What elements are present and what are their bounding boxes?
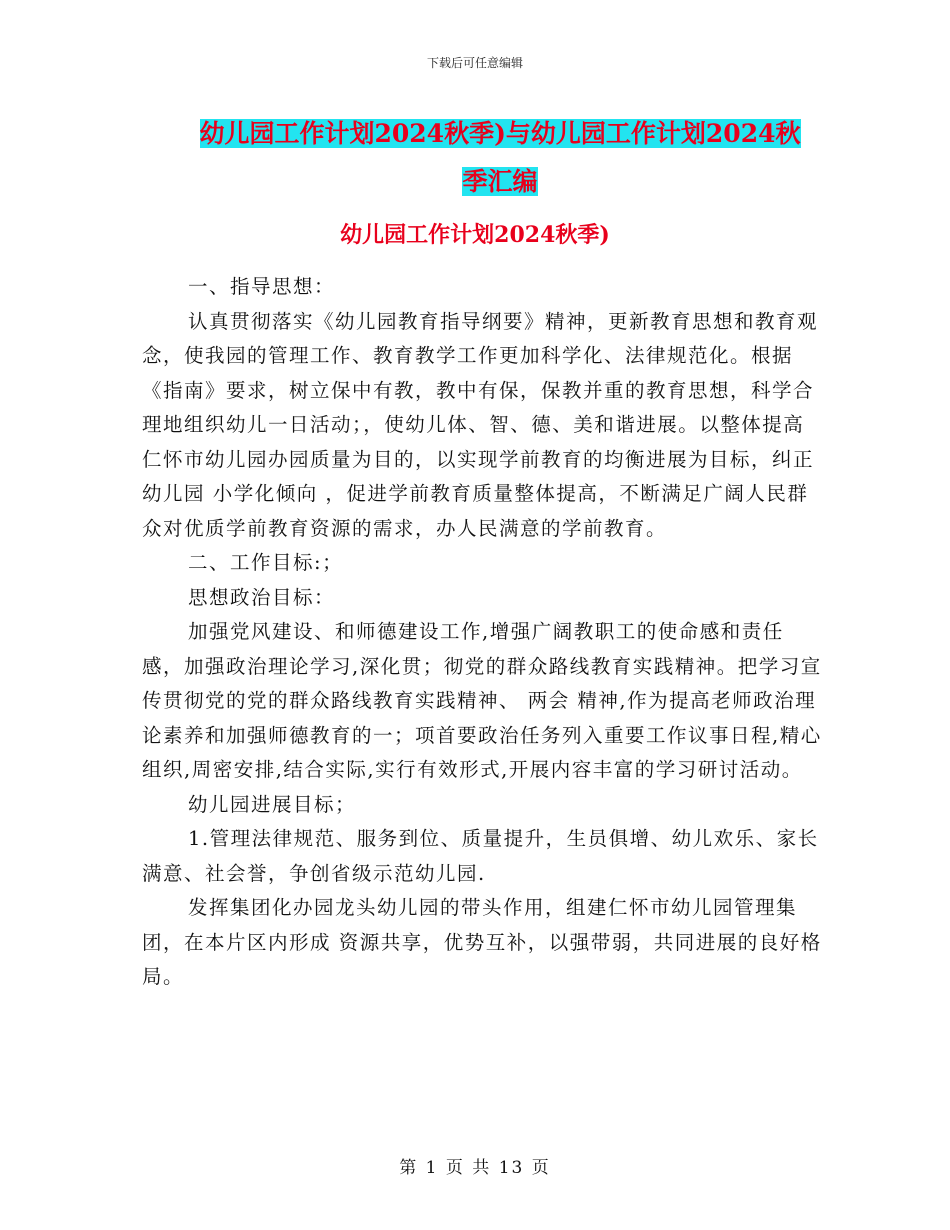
paragraph-guiding-thought: 认真贯彻落实《幼儿园教育指导纲要》精神，更新教育思想和教育观念，使我园的管理工作、教育教学工作更加科学化、法律规范化。根据《指南》要求，树立保中有教，教中有保，保教并重的教育思想，科学合理地组织幼儿一日活动；，使幼儿体、智、德、美和谐进展。以整体提高仁怀市幼儿园办园质量为目的，以实现学前教育的均衡进展为目标，纠正幼儿园 小学化倾向 ，促进学前教育质量整体提高，不断满足广阔人民群众对优质学前教育资源的需求，办人民满意的学前教育。 bbox=[142, 309, 819, 540]
heading-political-goals: 思想政治目标： bbox=[188, 585, 336, 609]
title-line-2: 季汇编 bbox=[462, 167, 538, 196]
paragraph-group-management: 发挥集团化办园龙头幼儿园的带头作用，组建仁怀市幼儿园管理集团，在本片区内形成 资源共享，优势互补，以强带弱，共同进展的良好格局。 bbox=[142, 896, 822, 988]
paragraph-political-goals: 加强党风建设、和师德建设工作,增强广阔教职工的使命感和责任感，加强政治理论学习,深化贯；彻党的群众路线教育实践精神。把学习宣传贯彻党的党的群众路线教育实践精神、 两会 精神,作为提高老师政治理论素养和加强师德教育的一；项首要政治任务列入重要工作议事日程,精心组织,周密安排,结合实际,实行有效形式,开展内容丰富的学习研讨活动。 bbox=[142, 620, 822, 781]
paragraph-goal-1: 1.管理法律规范、服务到位、质量提升，生员俱增、幼儿欢乐、家长满意、社会誉，争创省级示范幼儿园. bbox=[142, 827, 819, 885]
header-note: 下载后可任意编辑 bbox=[426, 56, 523, 70]
title-line-1: 幼儿园工作计划2024秋季)与幼儿园工作计划2024秋 bbox=[199, 119, 801, 148]
section-title: 幼儿园工作计划2024秋季) bbox=[340, 222, 610, 248]
page-footer: 第 1 页 共 13 页 bbox=[399, 1158, 551, 1178]
document-body bbox=[142, 270, 822, 995]
heading-work-goals: 二、工作目标:； bbox=[188, 551, 344, 574]
heading-guiding-thought: 一、指导思想： bbox=[188, 275, 336, 298]
heading-development-goals: 幼儿园进展目标； bbox=[188, 792, 357, 816]
document-title bbox=[150, 110, 850, 206]
